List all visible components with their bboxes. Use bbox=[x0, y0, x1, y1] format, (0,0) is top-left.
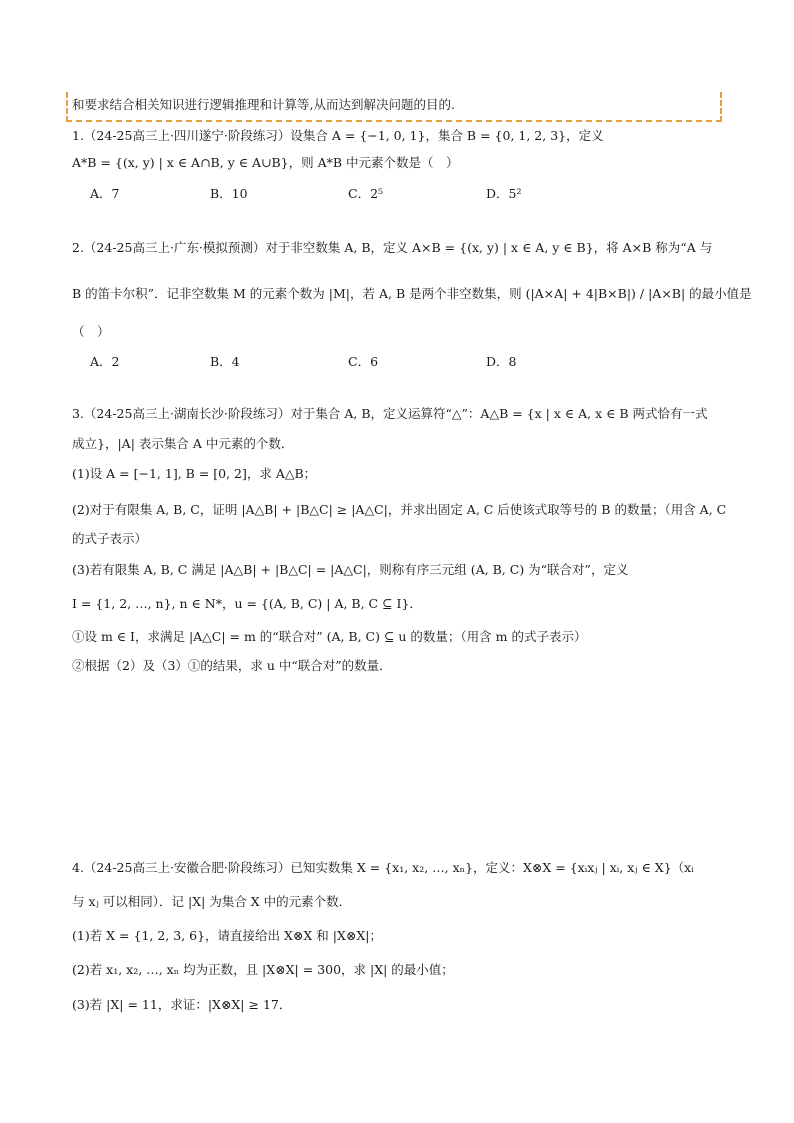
q2-line3: （ ） bbox=[72, 324, 110, 339]
q3-part3a: (3)若有限集 A, B, C 满足 |A△B| + |B△C| = |A△C|，则称有序三元组 (A, B, C) 为“联合对”，定义 bbox=[72, 562, 629, 577]
q3-part2a: (2)对于有限集 A, B, C，证明 |A△B| + |B△C| ≥ |A△C|，并求出固定 A, C 后使该式取等号的 B 的数量；（用含 A, C bbox=[72, 502, 727, 517]
q2-option-c: C．6 bbox=[348, 354, 379, 369]
q4-line2: 与 xⱼ 可以相同）．记 |X| 为集合 X 中的元素个数． bbox=[72, 894, 352, 909]
q3-part2b: 的式子表示） bbox=[72, 531, 148, 546]
q1-option-c: C．2⁵ bbox=[348, 186, 384, 201]
q2-line1: 2.（24-25高三上·广东·模拟预测）对于非空数集 A, B，定义 A×B = {(x, y) | x ∈ A, y ∈ B}，将 A×B 称为“A 与 bbox=[72, 240, 713, 255]
intro-text: 和要求结合相关知识进行逻辑推理和计算等,从而达到解决问题的目的. bbox=[72, 97, 455, 112]
q4-part1: (1)若 X = {1, 2, 3, 6}，请直接给出 X⊗X 和 |X⊗X|； bbox=[72, 928, 382, 943]
q4-part3: (3)若 |X| = 11，求证：|X⊗X| ≥ 17． bbox=[72, 997, 292, 1012]
q3-line2: 成立}，|A| 表示集合 A 中元素的个数． bbox=[72, 436, 294, 451]
q3-part1: (1)设 A = [−1, 1], B = [0, 2]，求 A△B； bbox=[72, 466, 317, 481]
q3-line1: 3.（24-25高三上·湖南长沙·阶段练习）对于集合 A, B，定义运算符“△”：A△B = {x | x ∈ A, x ∈ B 两式恰有一式 bbox=[72, 406, 708, 421]
q3-part3d: ②根据（2）及（3）①的结果，求 u 中“联合对”的数量． bbox=[72, 658, 392, 673]
q3-part3c: ①设 m ∈ I，求满足 |A△C| = m 的“联合对” (A, B, C) ⊆ u 的数量；（用含 m 的式子表示） bbox=[72, 629, 587, 644]
q2-option-a: A．2 bbox=[90, 354, 120, 369]
q3-part3b: I = {1, 2, …, n}, n ∈ N*，u = {(A, B, C) | A, B, C ⊆ I}． bbox=[72, 596, 422, 611]
q1-option-d: D．5² bbox=[486, 186, 522, 201]
q4-line1: 4.（24-25高三上·安徽合肥·阶段练习）已知实数集 X = {x₁, x₂, …, xₙ}，定义：X⊗X = {xᵢxⱼ | xᵢ, xⱼ ∈ X}（xᵢ bbox=[72, 860, 694, 875]
q2-line2: B 的笛卡尔积”．记非空数集 M 的元素个数为 |M|，若 A, B 是两个非空数集，则 (|A×A| + 4|B×B|) / |A×B| 的最小值是 bbox=[72, 286, 752, 301]
q1-line1: 1.（24-25高三上·四川遂宁·阶段练习）设集合 A = {−1, 0, 1}，集合 B = {0, 1, 2, 3}，定义 bbox=[72, 128, 604, 143]
q2-option-b: B．4 bbox=[210, 354, 240, 369]
q2-option-d: D．8 bbox=[486, 354, 517, 369]
q1-option-a: A．7 bbox=[90, 186, 120, 201]
q4-part2: (2)若 x₁, x₂, …, xₙ 均为正数，且 |X⊗X| = 300，求 |X| 的最小值； bbox=[72, 962, 454, 977]
q1-line2: A*B = {(x, y) | x ∈ A∩B, y ∈ A∪B}，则 A*B 中元素个数是（ ） bbox=[72, 155, 459, 170]
q1-option-b: B．10 bbox=[210, 186, 248, 201]
